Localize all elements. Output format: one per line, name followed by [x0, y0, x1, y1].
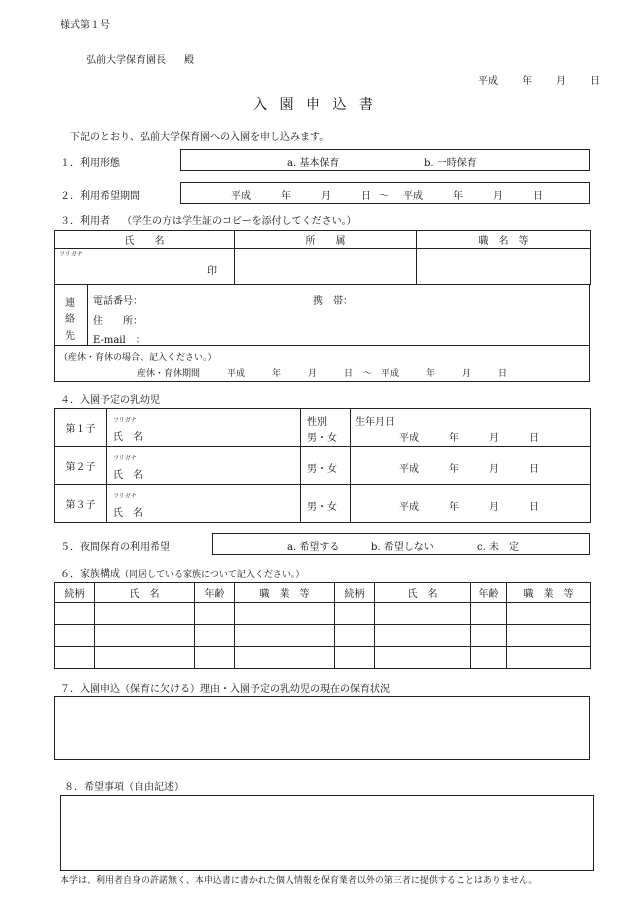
child-1-furigana: フリガナ: [113, 417, 137, 424]
fh-age-1: 年齢: [195, 583, 235, 603]
user-table: [54, 230, 591, 285]
child-3-birth-cell[interactable]: [351, 485, 591, 523]
s4-label: ４．入園予定の乳幼児: [60, 395, 160, 406]
date-era: 平成: [478, 76, 498, 87]
h-name: 氏 名: [55, 231, 235, 249]
s6-heading: [60, 565, 304, 580]
s3-label: ３．利用者: [60, 216, 110, 227]
family-cell[interactable]: [195, 603, 235, 625]
child-2-furigana: フリガナ: [113, 455, 137, 462]
s3-note: （学生の方は学生証のコピーを添付してください。）: [122, 216, 357, 227]
family-cell[interactable]: [55, 647, 95, 669]
child-1-label: 第１子: [55, 409, 107, 447]
child-1-name-cell[interactable]: [107, 409, 301, 447]
leave-to: 平成 年 月 日: [381, 369, 508, 379]
family-cell[interactable]: [95, 603, 195, 625]
child-3-label: 第３子: [55, 485, 107, 523]
family-cell[interactable]: [375, 625, 471, 647]
family-cell[interactable]: [471, 625, 507, 647]
phone-label: 電話番号：: [93, 296, 143, 307]
s7-label: ７．入園申込（保育に欠ける）理由・入園予定の乳幼児の現在の保育状況: [60, 684, 390, 695]
family-cell[interactable]: [507, 647, 591, 669]
child-1-birth-cell[interactable]: [351, 409, 591, 447]
children-table: [54, 408, 591, 523]
child-3-furigana: フリガナ: [113, 493, 137, 500]
s2-label: ２．利用希望期間: [60, 191, 140, 202]
child-2-name-cell[interactable]: [107, 447, 301, 485]
user-furigana-label: フリガナ: [59, 251, 83, 258]
child-3-birth: 平成 年 月 日: [399, 502, 539, 513]
fh-relation-2: 続柄: [335, 583, 375, 603]
family-cell[interactable]: [335, 647, 375, 669]
intro-text: 下記のとおり、弘前大学保育園への入園を申し込みます。: [70, 132, 330, 143]
user-affiliation-cell[interactable]: [235, 249, 417, 285]
usage-opt-basic[interactable]: a. 基本保育: [287, 158, 340, 169]
leave-note: （産休・育休の場合、記入ください。）: [59, 353, 217, 363]
fh-occupation-2: 職 業 等: [507, 583, 591, 603]
s6-label: ６．家族構成: [60, 569, 120, 580]
contact-char-3: 先: [65, 331, 75, 342]
wishes-textarea[interactable]: [60, 795, 594, 871]
contact-char-1: 連: [65, 298, 75, 309]
child-2-name-label: 氏 名: [113, 470, 143, 481]
family-cell[interactable]: [507, 603, 591, 625]
mobile-label: 携 帯：: [313, 296, 353, 307]
contact-char-2: 絡: [65, 314, 75, 325]
fh-name-2: 氏 名: [375, 583, 471, 603]
family-row: [55, 603, 591, 625]
child-1-sex-cell[interactable]: [301, 409, 351, 447]
h-affiliation: 所 属: [235, 231, 417, 249]
family-cell[interactable]: [235, 603, 335, 625]
child-2-sex-cell[interactable]: [301, 447, 351, 485]
family-row: [55, 625, 591, 647]
family-cell[interactable]: [235, 625, 335, 647]
addressee: [86, 51, 194, 66]
date-line: [478, 72, 600, 87]
family-cell[interactable]: [471, 603, 507, 625]
seal-mark: 印: [207, 266, 217, 277]
family-cell[interactable]: [195, 625, 235, 647]
child-3-sex: 男・女: [307, 502, 337, 513]
night-opt-yes[interactable]: a. 希望する: [287, 542, 340, 553]
honorific: 殿: [184, 55, 194, 66]
child-3-sex-cell[interactable]: [301, 485, 351, 523]
child-2-birth: 平成 年 月 日: [399, 464, 539, 475]
birth-header: 生年月日: [355, 417, 395, 428]
leave-from: 平成 年 月 日: [227, 369, 354, 379]
child-1-birth: 平成 年 月 日: [399, 433, 539, 444]
night-care-box: [212, 533, 590, 555]
period-box[interactable]: [180, 182, 590, 204]
child-2-birth-cell[interactable]: [351, 447, 591, 485]
period-from: 平成 年 月 日: [231, 191, 371, 202]
family-cell[interactable]: [375, 603, 471, 625]
family-cell[interactable]: [235, 647, 335, 669]
s6-note: （同居している家族について記入ください。）: [120, 570, 305, 580]
child-row: [55, 409, 591, 447]
fh-age-2: 年齢: [471, 583, 507, 603]
contact-label: [55, 285, 88, 345]
sex-header: 性別: [307, 417, 327, 428]
page-title: 入 園 申 込 書: [253, 97, 377, 113]
child-row: [55, 485, 591, 523]
fh-occupation-1: 職 業 等: [235, 583, 335, 603]
usage-opt-temporary[interactable]: b. 一時保育: [424, 158, 477, 169]
child-3-name-label: 氏 名: [113, 508, 143, 519]
user-job-title-cell[interactable]: [417, 249, 591, 285]
date-year: 年: [522, 76, 532, 87]
family-cell[interactable]: [471, 647, 507, 669]
addressee-name: 弘前大学保育園長: [86, 55, 166, 66]
user-name-cell[interactable]: [55, 249, 235, 285]
leave-period-label: 産休・育休期間: [137, 369, 201, 379]
child-2-label: 第２子: [55, 447, 107, 485]
family-cell[interactable]: [55, 625, 95, 647]
family-table: [54, 582, 591, 669]
child-2-sex: 男・女: [307, 464, 337, 475]
leave-box: [54, 345, 590, 382]
family-cell[interactable]: [95, 625, 195, 647]
family-cell[interactable]: [55, 603, 95, 625]
privacy-footer: 本学は、利用者自身の許諾無く、本申込書に書かれた個人情報を保育業者以外の第三者に提供することはありません。: [60, 876, 538, 886]
usage-type-box: [180, 149, 590, 171]
child-row: [55, 447, 591, 485]
s8-label: ８．希望事項（自由記述）: [64, 782, 184, 793]
family-cell[interactable]: [375, 647, 471, 669]
s5-label: ５．夜間保育の利用希望: [60, 542, 170, 553]
reason-textarea[interactable]: [54, 696, 590, 760]
child-3-name-cell[interactable]: [107, 485, 301, 523]
family-cell[interactable]: [195, 647, 235, 669]
family-cell[interactable]: [507, 625, 591, 647]
h-job-title: 職 名 等: [417, 231, 591, 249]
family-cell[interactable]: [335, 625, 375, 647]
date-day: 日: [590, 76, 600, 87]
night-opt-no[interactable]: b. 希望しない: [371, 542, 434, 553]
s1-label: １．利用形態: [60, 158, 120, 169]
fh-relation-1: 続柄: [55, 583, 95, 603]
night-opt-undecided[interactable]: c. 未 定: [477, 542, 519, 553]
family-header-row: [55, 583, 591, 603]
period-tilde: ～: [379, 191, 389, 202]
leave-tilde: ～: [363, 369, 373, 379]
fh-name-1: 氏 名: [95, 583, 195, 603]
form-number: 様式第１号: [60, 20, 110, 31]
s3-heading: [60, 212, 357, 227]
child-1-sex: 男・女: [307, 433, 337, 444]
contact-box: [54, 284, 590, 346]
date-month: 月: [556, 76, 566, 87]
child-1-name-label: 氏 名: [113, 432, 143, 443]
family-cell[interactable]: [335, 603, 375, 625]
address-label: 住 所：: [93, 316, 143, 327]
family-row: [55, 647, 591, 669]
email-label: E-mail ：: [93, 335, 146, 346]
period-to: 平成 年 月 日: [403, 191, 543, 202]
family-cell[interactable]: [95, 647, 195, 669]
